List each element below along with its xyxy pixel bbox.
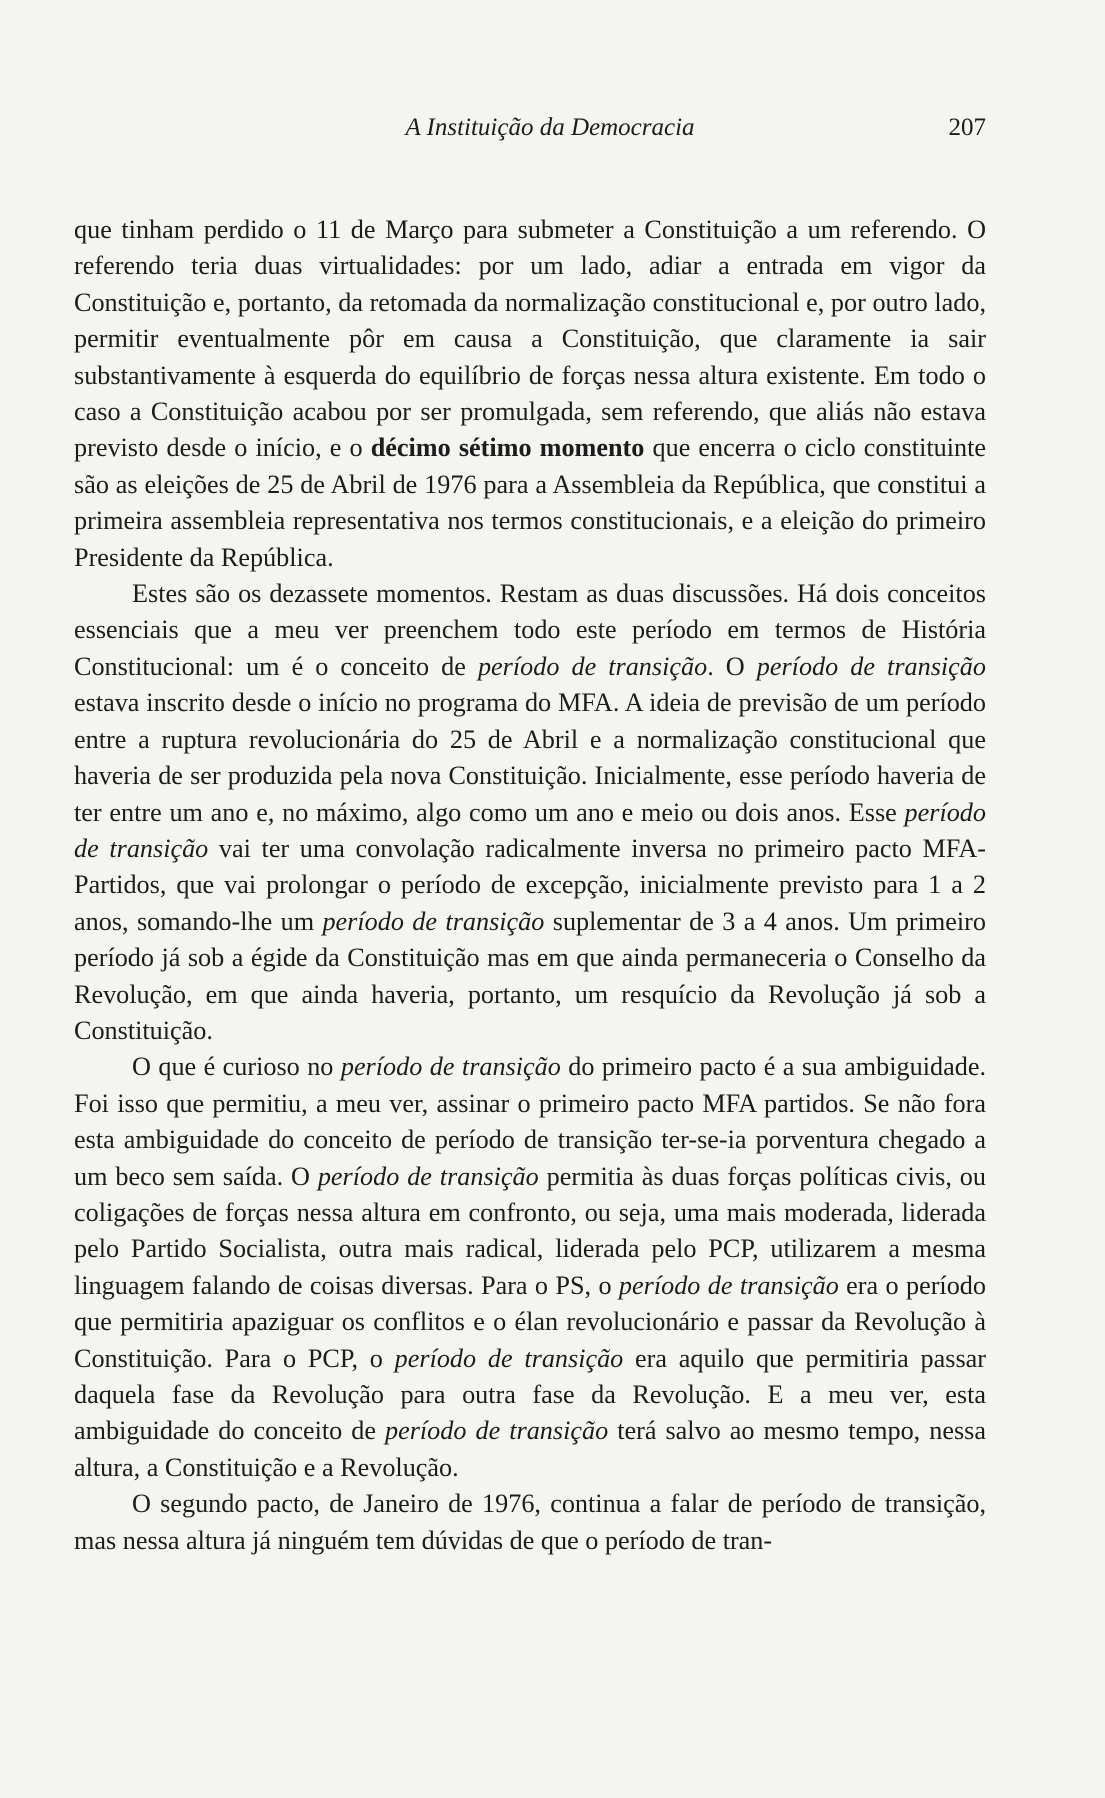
- italic-term: período de transição: [74, 797, 986, 863]
- italic-term: período de transição: [394, 1343, 624, 1373]
- text-run: terá salvo ao mesmo tempo, nessa altura, a Constituição e a Revolução.: [74, 1416, 986, 1482]
- paragraph: [74, 1486, 986, 1559]
- text-run: do primeiro pacto é a sua ambiguidade. Foi isso que permitiu, a meu ver, assinar o primeiro pacto MFA partidos. Se não fora esta ambiguidade do conceito de período de transição ter-se-ia porventura chegado a um beco sem saída. O: [74, 1052, 986, 1191]
- text-run: que encerra o ciclo constituinte são as eleições de 25 de Abril de 1976 para a Assembleia da República, que constitui a primeira assembleia representativa nos termos constitucionais, e a eleição do primeiro Presidente da República.: [74, 433, 986, 572]
- body-text: [74, 212, 986, 1559]
- text-run: era o período que permitiria apaziguar os conflitos e o élan revolucionário e passar da Revolução à Constituição. Para o PCP, o: [74, 1270, 986, 1373]
- text-run: . O: [707, 651, 757, 681]
- paragraph: [74, 212, 986, 576]
- paragraph: [74, 1049, 986, 1486]
- text-run: estava inscrito desde o início no programa do MFA. A ideia de previsão de um período entre a ruptura revolucionária do 25 de Abril e a normalização constitucional que haveria de ser produzida pela nova Constituição. Inicialmente, esse período haveria de ter entre um ano e, no máximo, algo como um ano e meio ou dois anos. Esse: [74, 688, 986, 827]
- italic-term: período de transição: [618, 1270, 839, 1300]
- text-run: Estes são os dezassete momentos. Restam as duas discussões. Há dois conceitos essenciais que a meu ver preenchem todo este período em termos de História Constitucional: um é o conceito de: [74, 579, 986, 681]
- text-run: vai ter uma convolação radicalmente inversa no primeiro pacto MFA-Partidos, que vai prolongar o período de excepção, inicialmente previsto para 1 a 2 anos, somando-lhe um: [74, 833, 986, 936]
- paragraph: [74, 576, 986, 1049]
- italic-term: período de transição: [340, 1052, 561, 1082]
- italic-term: período de transição: [322, 906, 545, 936]
- italic-term: período de transição: [385, 1416, 609, 1446]
- bold-term: décimo sétimo momento: [370, 433, 645, 463]
- book-page: [74, 0, 986, 1798]
- italic-term: período de transição: [756, 651, 986, 681]
- running-title: A Instituição da Democracia: [405, 114, 695, 141]
- italic-term: período de transição: [317, 1161, 539, 1191]
- text-run: O que é curioso no: [132, 1052, 341, 1082]
- text-run: era aquilo que permitiria passar daquela fase da Revolução para outra fase da Revolução. E a meu ver, esta ambiguidade do conceito de: [74, 1343, 986, 1446]
- text-run: que tinham perdido o 11 de Março para submeter a Constituição a um referendo. O referendo teria duas virtualidades: por um lado, adiar a entrada em vigor da Constituição e, portanto, da retomada da normalização constitucional e, por outro lado, permitir eventualmente pôr em causa a Constituição, que claramente ia sair substantivamente à esquerda do equilíbrio de forças nessa altura existente. Em todo o caso a Constituição acabou por ser promulgada, sem referendo, que aliás não estava previsto desde o início, e o: [74, 215, 986, 463]
- text-run: permitia às duas forças políticas civis, ou coligações de forças nessa altura em confronto, ou seja, uma mais moderada, liderada pelo Partido Socialista, outra mais radical, liderada pelo PCP, utilizarem a mesma linguagem falando de coisas diversas. Para o PS, o: [74, 1161, 986, 1300]
- running-header: [74, 114, 986, 154]
- page-number: 207: [948, 114, 986, 141]
- text-run: suplementar de 3 a 4 anos. Um primeiro período já sob a égide da Constituição mas em que ainda permaneceria o Conselho da Revolução, em que ainda haveria, portanto, um resquício da Revolução já sob a Constituição.: [74, 906, 986, 1045]
- text-run: O segundo pacto, de Janeiro de 1976, continua a falar de período de transição, mas nessa altura já ninguém tem dúvidas de que o período de tran-: [74, 1489, 986, 1555]
- italic-term: período de transição: [477, 651, 708, 681]
